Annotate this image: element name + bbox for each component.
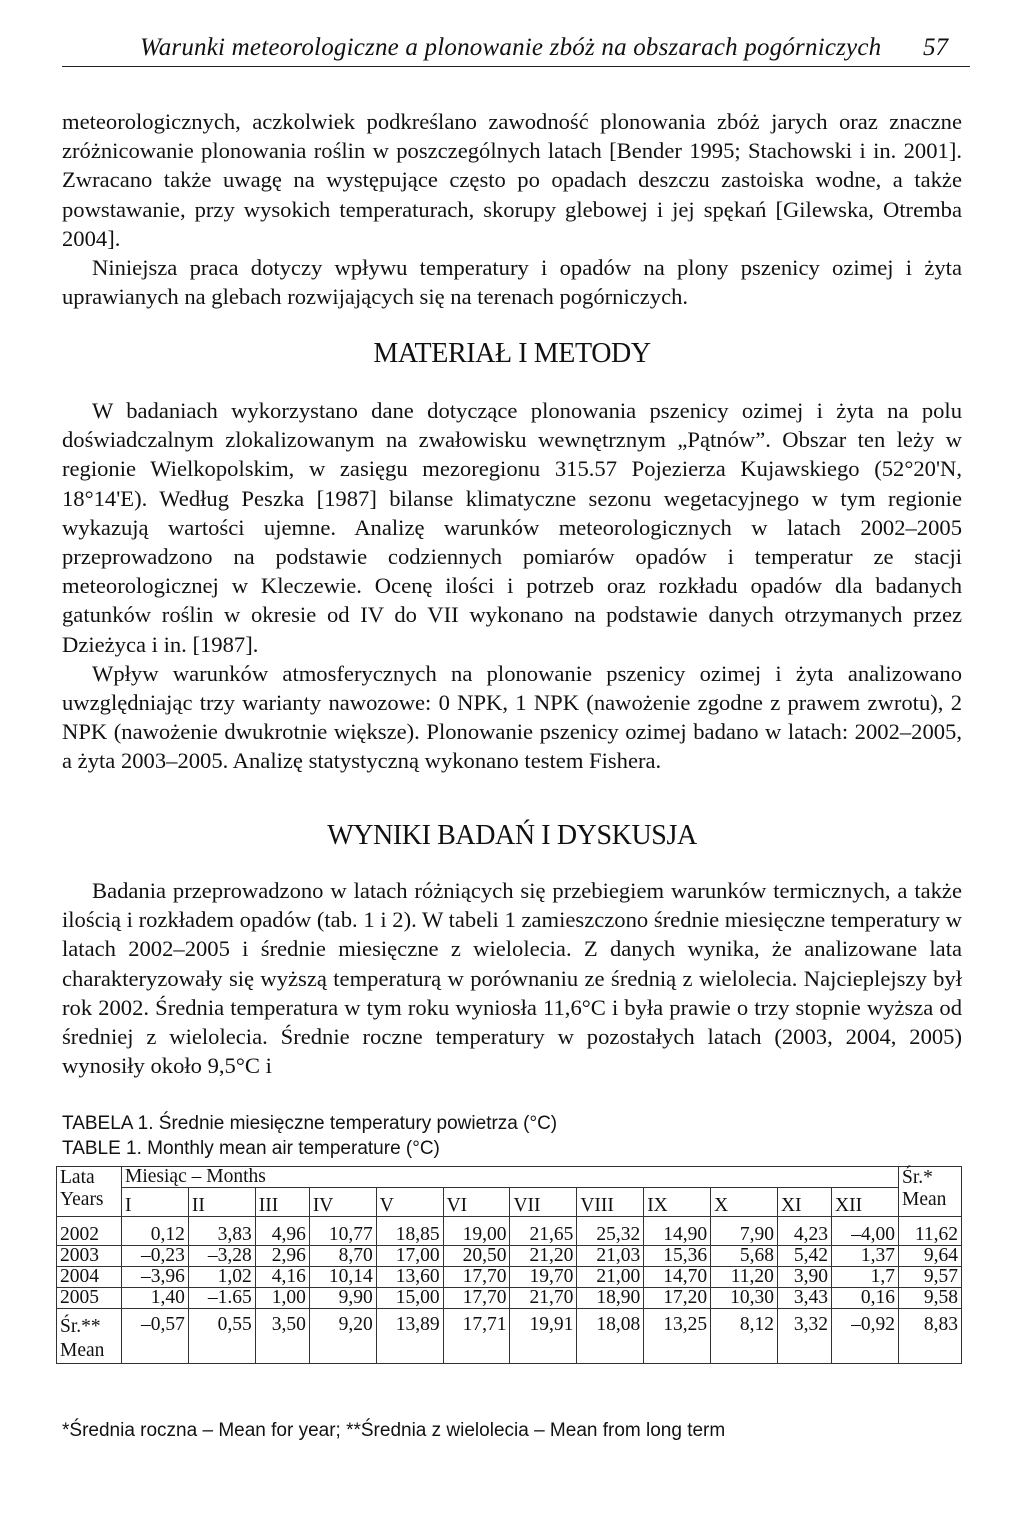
table-cell: 1,02 xyxy=(188,1267,255,1288)
longterm-cell: 9,20 xyxy=(309,1309,376,1364)
table-cell: 21,65 xyxy=(510,1217,577,1246)
row-mean: 11,62 xyxy=(899,1217,962,1246)
header-month: VI xyxy=(443,1188,510,1217)
header-mean xyxy=(899,1167,962,1217)
header-years-pl: Lata xyxy=(60,1167,95,1188)
header-month: XI xyxy=(777,1188,831,1217)
longterm-cell: –0,57 xyxy=(122,1309,189,1364)
table-cell: 14,90 xyxy=(644,1217,711,1246)
table-cell: 21,03 xyxy=(577,1246,644,1267)
longterm-cell: 19,91 xyxy=(510,1309,577,1364)
row-mean: 9,64 xyxy=(899,1246,962,1267)
longterm-label-pl: Śr.** xyxy=(60,1316,101,1337)
header-month: V xyxy=(376,1188,443,1217)
table-cell: –3,28 xyxy=(188,1246,255,1267)
table-body xyxy=(57,1167,962,1364)
table-caption-en: TABLE 1. Monthly mean air temperature (°C) xyxy=(62,1138,440,1159)
table-cell: 4,96 xyxy=(255,1217,309,1246)
table-cell: 17,20 xyxy=(644,1288,711,1309)
table-cell: 21,20 xyxy=(510,1246,577,1267)
table-cell: –0,23 xyxy=(122,1246,189,1267)
table-cell: 13,60 xyxy=(376,1267,443,1288)
row-year: 2005 xyxy=(57,1288,122,1309)
table-cell: 10,14 xyxy=(309,1267,376,1288)
results-text xyxy=(62,876,962,1080)
methods-text xyxy=(62,396,962,776)
table-cell: 9,90 xyxy=(309,1288,376,1309)
table-cell: 15,00 xyxy=(376,1288,443,1309)
table-cell: 7,90 xyxy=(711,1217,778,1246)
page-number: 57 xyxy=(923,34,948,61)
table-row xyxy=(57,1246,962,1267)
table-cell: 18,90 xyxy=(577,1288,644,1309)
longterm-cell: 8,12 xyxy=(711,1309,778,1364)
longterm-cell: 13,89 xyxy=(376,1309,443,1364)
table-cell: 3,90 xyxy=(777,1267,831,1288)
table-cell: –3,96 xyxy=(122,1267,189,1288)
longterm-label xyxy=(57,1309,122,1364)
longterm-cell: 3,50 xyxy=(255,1309,309,1364)
header-years-en: Years xyxy=(60,1189,104,1210)
intro-paragraph-2: Niniejsza praca dotyczy wpływu temperatury i opadów na plony pszenicy ozimej i żyta uprawianych na glebach rozwijających się na terenach pogórniczych. xyxy=(62,255,962,310)
row-year: 2004 xyxy=(57,1267,122,1288)
table-cell: 20,50 xyxy=(443,1246,510,1267)
results-paragraph-1: Badania przeprowadzono w latach różniących się przebiegiem warunków termicznych, a także ilością i rozkładem opadów (tab. 1 i 2). W tabeli 1 zamieszczono średnie miesięczne temperatury w latach 2002–2005 i średnie miesięczne z wielolecia. Z danych wynika, że analizowane lata charakteryzowały się wyższą temperaturą w porównaniu ze średnią z wielolecia. Najcieplejszy był rok 2002. Średnia temperatura w tym roku wyniosła 11,6°C i była prawie o trzy stopnie wyższa od średniej z wielolecia. Średnie roczne temperatury w pozostałych latach (2003, 2004, 2005) wynosiły około 9,5°C i xyxy=(62,878,962,1079)
section-heading-results: WYNIKI BADAŃ I DYSKUSJA xyxy=(327,820,697,851)
table-cell: 4,16 xyxy=(255,1267,309,1288)
table-cell: 2,96 xyxy=(255,1246,309,1267)
header-mean-en: Mean xyxy=(902,1189,947,1210)
table-header-row xyxy=(57,1167,962,1188)
table-cell: 25,32 xyxy=(577,1217,644,1246)
header-month: VIII xyxy=(577,1188,644,1217)
table-cell: 21,00 xyxy=(577,1267,644,1288)
table-row xyxy=(57,1288,962,1309)
temperature-table xyxy=(56,1166,962,1364)
header-months: Miesiąc – Months xyxy=(122,1167,899,1188)
longterm-cell: –0,92 xyxy=(832,1309,899,1364)
methods-paragraph-1: W badaniach wykorzystano dane dotyczące plonowania pszenicy ozimej i żyta na polu doświadczalnym zlokalizowanym na zwałowisku wewnętrznym „Pątnów”. Obszar ten leży w regionie Wielkopolskim, w zasięgu mezoregionu 315.57 Pojezierza Kujawskiego (52°20'N, 18°14'E). Według Peszka [1987] bilanse klimatyczne sezonu wegetacyjnego w tym regionie wykazują wartości ujemne. Analizę warunków meteorologicznych w latach 2002–2005 przeprowadzono na podstawie codziennych pomiarów opadów i temperatur ze stacji meteorologicznej w Kleczewie. Ocenę ilości i potrzeb oraz rozkładu opadów dla badanych gatunków roślin w okresie od IV do VII wykonano na podstawie danych otrzymanych przez Dzieżyca i in. [1987]. xyxy=(62,398,962,657)
table-cell: 21,70 xyxy=(510,1288,577,1309)
table-cell: 5,68 xyxy=(711,1246,778,1267)
table-row xyxy=(57,1217,962,1246)
row-mean: 9,58 xyxy=(899,1288,962,1309)
table-cell: 15,36 xyxy=(644,1246,711,1267)
longterm-cell: 18,08 xyxy=(577,1309,644,1364)
table-cell: 8,70 xyxy=(309,1246,376,1267)
header-month: II xyxy=(188,1188,255,1217)
table-cell: 17,70 xyxy=(443,1267,510,1288)
table-cell: 1,37 xyxy=(832,1246,899,1267)
methods-paragraph-2: Wpływ warunków atmosferycznych na plonowanie pszenicy ozimej i żyta analizowano uwzględniając trzy warianty nawozowe: 0 NPK, 1 NPK (nawożenie zgodne z prawem zwrotu), 2 NPK (nawożenie dwukrotnie większe). Plonowanie pszenicy ozimej badano w latach: 2002–2005, a żyta 2003–2005. Analizę statystyczną wykonano testem Fishera. xyxy=(62,660,962,774)
row-year: 2003 xyxy=(57,1246,122,1267)
row-year: 2002 xyxy=(57,1217,122,1246)
longterm-cell: 0,55 xyxy=(188,1309,255,1364)
intro-paragraph-1: meteorologicznych, aczkolwiek podkreślano zawodność plonowania zbóż jarych oraz znaczne zróżnicowanie plonowania roślin w poszczególnych latach [Bender 1995; Stachowski i in. 2001]. Zwracano także uwagę na występujące często po opadach deszczu zastoiska wodne, a także powstawanie, przy wysokich temperaturach, skorupy glebowej i jej spękań [Gilewska, Otremba 2004]. xyxy=(62,109,962,251)
section-heading-methods: MATERIAŁ I METODY xyxy=(373,338,651,369)
table-cell: –1.65 xyxy=(188,1288,255,1309)
table-cell: 10,30 xyxy=(711,1288,778,1309)
table-cell: 1,7 xyxy=(832,1267,899,1288)
table-cell: 5,42 xyxy=(777,1246,831,1267)
header-years xyxy=(57,1167,122,1217)
longterm-cell: 13,25 xyxy=(644,1309,711,1364)
table-cell: 0,12 xyxy=(122,1217,189,1246)
table-caption-pl: TABELA 1. Średnie miesięczne temperatury powietrza (°C) xyxy=(62,1113,558,1134)
header-month: XII xyxy=(832,1188,899,1217)
table-cell: 1,00 xyxy=(255,1288,309,1309)
table-cell: 0,16 xyxy=(832,1288,899,1309)
table-row xyxy=(57,1267,962,1288)
table-cell: –4,00 xyxy=(832,1217,899,1246)
table-months-row xyxy=(57,1188,962,1217)
table-longterm-row xyxy=(57,1309,962,1364)
table-cell: 17,00 xyxy=(376,1246,443,1267)
table-footnote: *Średnia roczna – Mean for year; **Średnia z wielolecia – Mean from long term xyxy=(62,1420,726,1441)
row-mean: 9,57 xyxy=(899,1267,962,1288)
table-cell: 11,20 xyxy=(711,1267,778,1288)
header-month: I xyxy=(122,1188,189,1217)
longterm-mean: 8,83 xyxy=(899,1309,962,1364)
running-title: Warunki meteorologiczne a plonowanie zbóż na obszarach pogórniczych xyxy=(140,34,882,61)
table-cell: 17,70 xyxy=(443,1288,510,1309)
longterm-cell: 17,71 xyxy=(443,1309,510,1364)
table-cell: 3,43 xyxy=(777,1288,831,1309)
header-month: IX xyxy=(644,1188,711,1217)
table-cell: 19,70 xyxy=(510,1267,577,1288)
page-header xyxy=(62,30,970,67)
header-month: VII xyxy=(510,1188,577,1217)
longterm-label-en: Mean xyxy=(60,1340,105,1361)
table-cell: 19,00 xyxy=(443,1217,510,1246)
header-month: III xyxy=(255,1188,309,1217)
intro-text xyxy=(62,107,962,311)
table-cell: 4,23 xyxy=(777,1217,831,1246)
longterm-cell: 3,32 xyxy=(777,1309,831,1364)
header-month: IV xyxy=(309,1188,376,1217)
table-cell: 14,70 xyxy=(644,1267,711,1288)
header-mean-pl: Śr.* xyxy=(902,1167,933,1188)
table-cell: 10,77 xyxy=(309,1217,376,1246)
table-cell: 3,83 xyxy=(188,1217,255,1246)
table-cell: 18,85 xyxy=(376,1217,443,1246)
table-cell: 1,40 xyxy=(122,1288,189,1309)
header-month: X xyxy=(711,1188,778,1217)
